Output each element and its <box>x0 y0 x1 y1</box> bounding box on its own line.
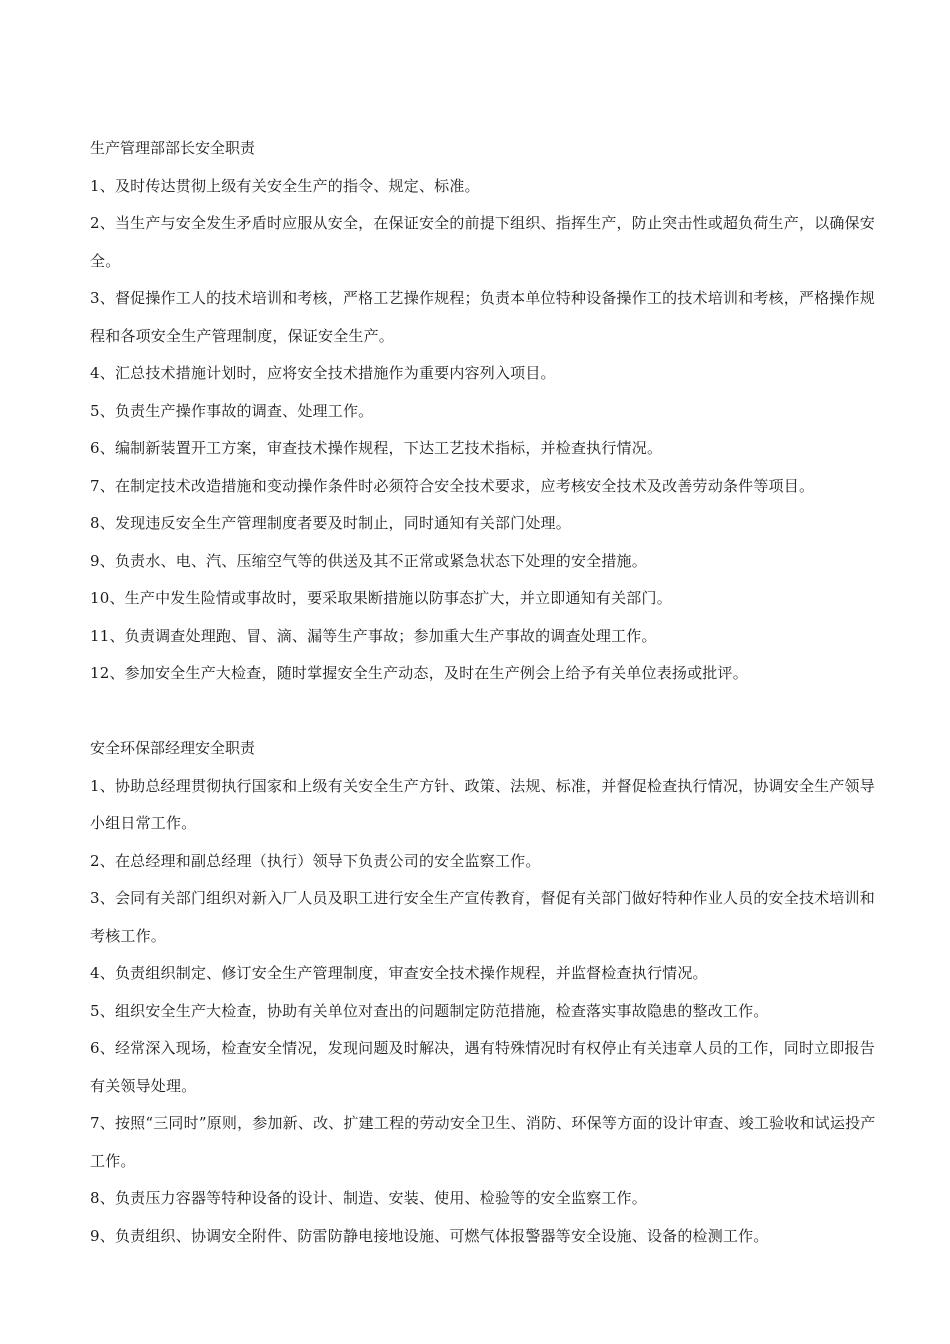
duty-item: 12、参加安全生产大检查，随时掌握安全生产动态，及时在生产例会上给予有关单位表扬或批评。 <box>90 664 748 682</box>
duty-item: 7、在制定技术改造措施和变动操作条件时必须符合安全技术要求，应考核安全技术及改善劳动条件等项目。 <box>90 476 815 495</box>
duty-item: 2、当生产与安全发生矛盾时应服从安全，在保证安全的前提下组织、指挥生产，防止突击性或超负荷生产，以确保安全。 <box>90 214 875 270</box>
duty-item: 11、负责调查处理跑、冒、滴、漏等生产事故；参加重大生产事故的调查处理工作。 <box>90 626 657 645</box>
section-title: 生产管理部部长安全职责 <box>90 139 256 157</box>
duty-item: 6、编制新装置开工方案，审查技术操作规程，下达工艺技术指标，并检查执行情况。 <box>90 439 663 457</box>
duty-item: 9、负责组织、协调安全附件、防雷防静电接地设施、可燃气体报警器等安全设施、设备的检测工作。 <box>90 1226 769 1245</box>
section-safety-env-manager <box>90 730 885 1255</box>
section-production-manager <box>90 130 885 693</box>
duty-item: 9、负责水、电、汽、压缩空气等的供送及其不正常或紧急状态下处理的安全措施。 <box>90 551 647 570</box>
duty-item: 2、在总经理和副总经理（执行）领导下负责公司的安全监察工作。 <box>90 851 541 870</box>
duty-item: 10、生产中发生险情或事故时，要采取果断措施以防事态扩大，并立即通知有关部门。 <box>90 589 672 607</box>
duty-item: 1、及时传达贯彻上级有关安全生产的指令、规定、标准。 <box>90 176 480 195</box>
duty-item: 6、经常深入现场，检查安全情况，发现问题及时解决，遇有特殊情况时有权停止有关违章人员的工作，同时立即报告有关领导处理。 <box>90 1039 875 1095</box>
duty-item: 3、督促操作工人的技术培训和考核，严格工艺操作规程；负责本单位特种设备操作工的技术培训和考核，严格操作规程和各项安全生产管理制度，保证安全生产。 <box>90 289 875 345</box>
duty-item: 5、组织安全生产大检查，协助有关单位对查出的问题制定防范措施，检查落实事故隐患的整改工作。 <box>90 1001 769 1020</box>
duty-item: 8、发现违反安全生产管理制度者要及时制止，同时通知有关部门处理。 <box>90 514 571 532</box>
duty-item: 4、负责组织制定、修订安全生产管理制度，审查安全技术操作规程，并监督检查执行情况。 <box>90 964 708 982</box>
section-title: 安全环保部经理安全职责 <box>90 739 256 757</box>
duty-item: 3、会同有关部门组织对新入厂人员及职工进行安全生产宣传教育，督促有关部门做好特种作业人员的安全技术培训和考核工作。 <box>90 889 875 945</box>
duty-item: 4、汇总技术措施计划时，应将安全技术措施作为重要内容列入项目。 <box>90 364 556 382</box>
duty-item: 5、负责生产操作事故的调查、处理工作。 <box>90 401 374 420</box>
duty-item: 7、按照“三同时”原则，参加新、改、扩建工程的劳动安全卫生、消防、环保等方面的设计审查、竣工验收和试运投产工作。 <box>90 1114 876 1170</box>
duty-item: 1、协助总经理贯彻执行国家和上级有关安全生产方针、政策、法规、标准，并督促检查执行情况，协调安全生产领导小组日常工作。 <box>90 776 875 832</box>
duty-item: 8、负责压力容器等特种设备的设计、制造、安装、使用、检验等的安全监察工作。 <box>90 1189 647 1207</box>
